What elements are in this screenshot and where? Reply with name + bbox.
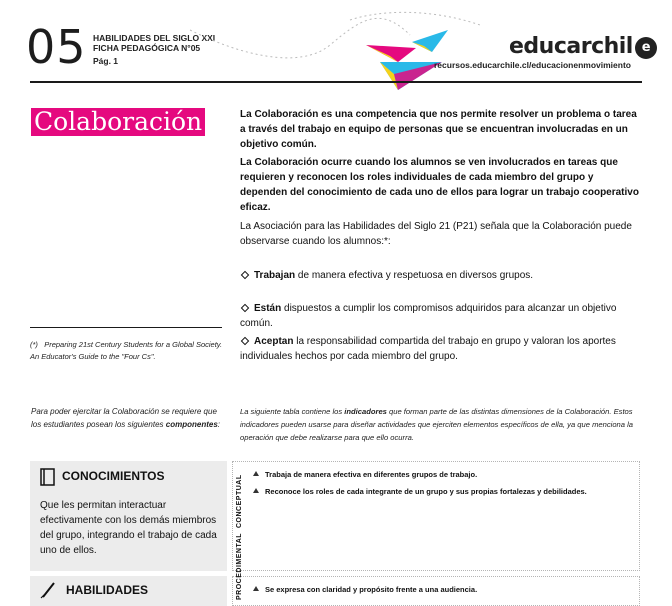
diamond-bullet-icon xyxy=(241,337,249,345)
plane-pink-icon xyxy=(366,45,416,62)
dimension-label: PROCEDIMENTAL xyxy=(236,532,243,600)
bullet-item: Están dispuestos a cumplir los compromisos adquiridos para alcanzar un objetivo común. xyxy=(240,303,617,329)
diamond-bullet-icon xyxy=(241,304,249,312)
indicators-intro: La siguiente tabla contiene los indicadores que forman parte de las distintas dimensiones de la Colaboración. Estos indicadores pueden usarse para diseñar actividades que ejerciten elementos específicos de ella, ya que menciona la operación que debe realizarse para que ello ocurra. xyxy=(240,407,634,442)
paper-planes-illustration xyxy=(180,0,510,100)
footnote-rule xyxy=(30,327,222,328)
bullet-item: Trabajan de manera efectiva y respetuosa en diversos grupos. xyxy=(240,268,642,283)
header-line-1: HABILIDADES DEL SIGLO XXI xyxy=(93,33,216,43)
book-icon xyxy=(40,468,56,486)
component-description: Que les permitan interactuar efectivamente con los demás miembros del grupo, integrando el trabajo de cada uno de ellos. xyxy=(40,500,217,556)
component-title: CONOCIMIENTOS xyxy=(62,469,165,483)
bullet-item: Aceptan la responsabilidad compartida del trabajo en grupo y valoran los aportes individuales hechos por cada miembro del grupo. xyxy=(240,336,616,362)
diamond-bullet-icon xyxy=(241,271,249,279)
plane-cyan-icon xyxy=(412,30,448,52)
header-rule xyxy=(30,81,642,83)
header-line-2: FICHA PEDAGÓGICA N°05 xyxy=(93,43,201,53)
context-paragraph: La Colaboración ocurre cuando los alumnos se ven involucrados en tareas que requieren y reconocen los roles individuales de cada miembro del grupo y dependen del conocimiento de cada uno de ellos para lograr un trabajo cooperativo eficaz. xyxy=(240,157,639,213)
component-title: HABILIDADES xyxy=(66,583,149,597)
indicator-item: Se expresa con claridad y propósito frente a una audiencia. xyxy=(253,584,633,596)
definition-paragraph: La Colaboración es una competencia que nos permite resolver un problema o tarea a través del trabajo en equipo de personas que se encuentran involucradas en un objetivo común. xyxy=(240,109,637,150)
page-title: Colaboración xyxy=(31,108,205,136)
pencil-icon xyxy=(40,581,56,599)
footnote: (*) Preparing 21st Century Students for a Global Society. An Educator's Guide to the "Four Cs". xyxy=(30,340,223,361)
indicator-item: Trabaja de manera efectiva en diferentes grupos de trabajo. xyxy=(253,469,633,481)
brand-logo: educarchil e xyxy=(509,34,657,59)
brand-mark: e xyxy=(635,37,657,59)
triangle-bullet-icon xyxy=(253,471,259,476)
page-number: Pág. 1 xyxy=(93,56,119,66)
components-intro: Para poder ejercitar la Colaboración se requiere que los estudiantes posean los siguientes componentes: xyxy=(31,407,221,429)
triangle-bullet-icon xyxy=(253,488,259,493)
dimension-label: CONCEPTUAL xyxy=(236,474,243,528)
p21-paragraph: La Asociación para las Habilidades del Siglo 21 (P21) señala que la Colaboración puede observarse cuando los alumnos:*: xyxy=(240,221,632,247)
resource-url: recursos.educarchile.cl/educacionenmovimiento xyxy=(434,60,631,70)
sheet-number: 05 xyxy=(26,20,87,74)
triangle-bullet-icon xyxy=(253,586,259,591)
indicator-item: Reconoce los roles de cada integrante de un grupo y sus propias fortalezas y debilidades. xyxy=(253,486,633,498)
